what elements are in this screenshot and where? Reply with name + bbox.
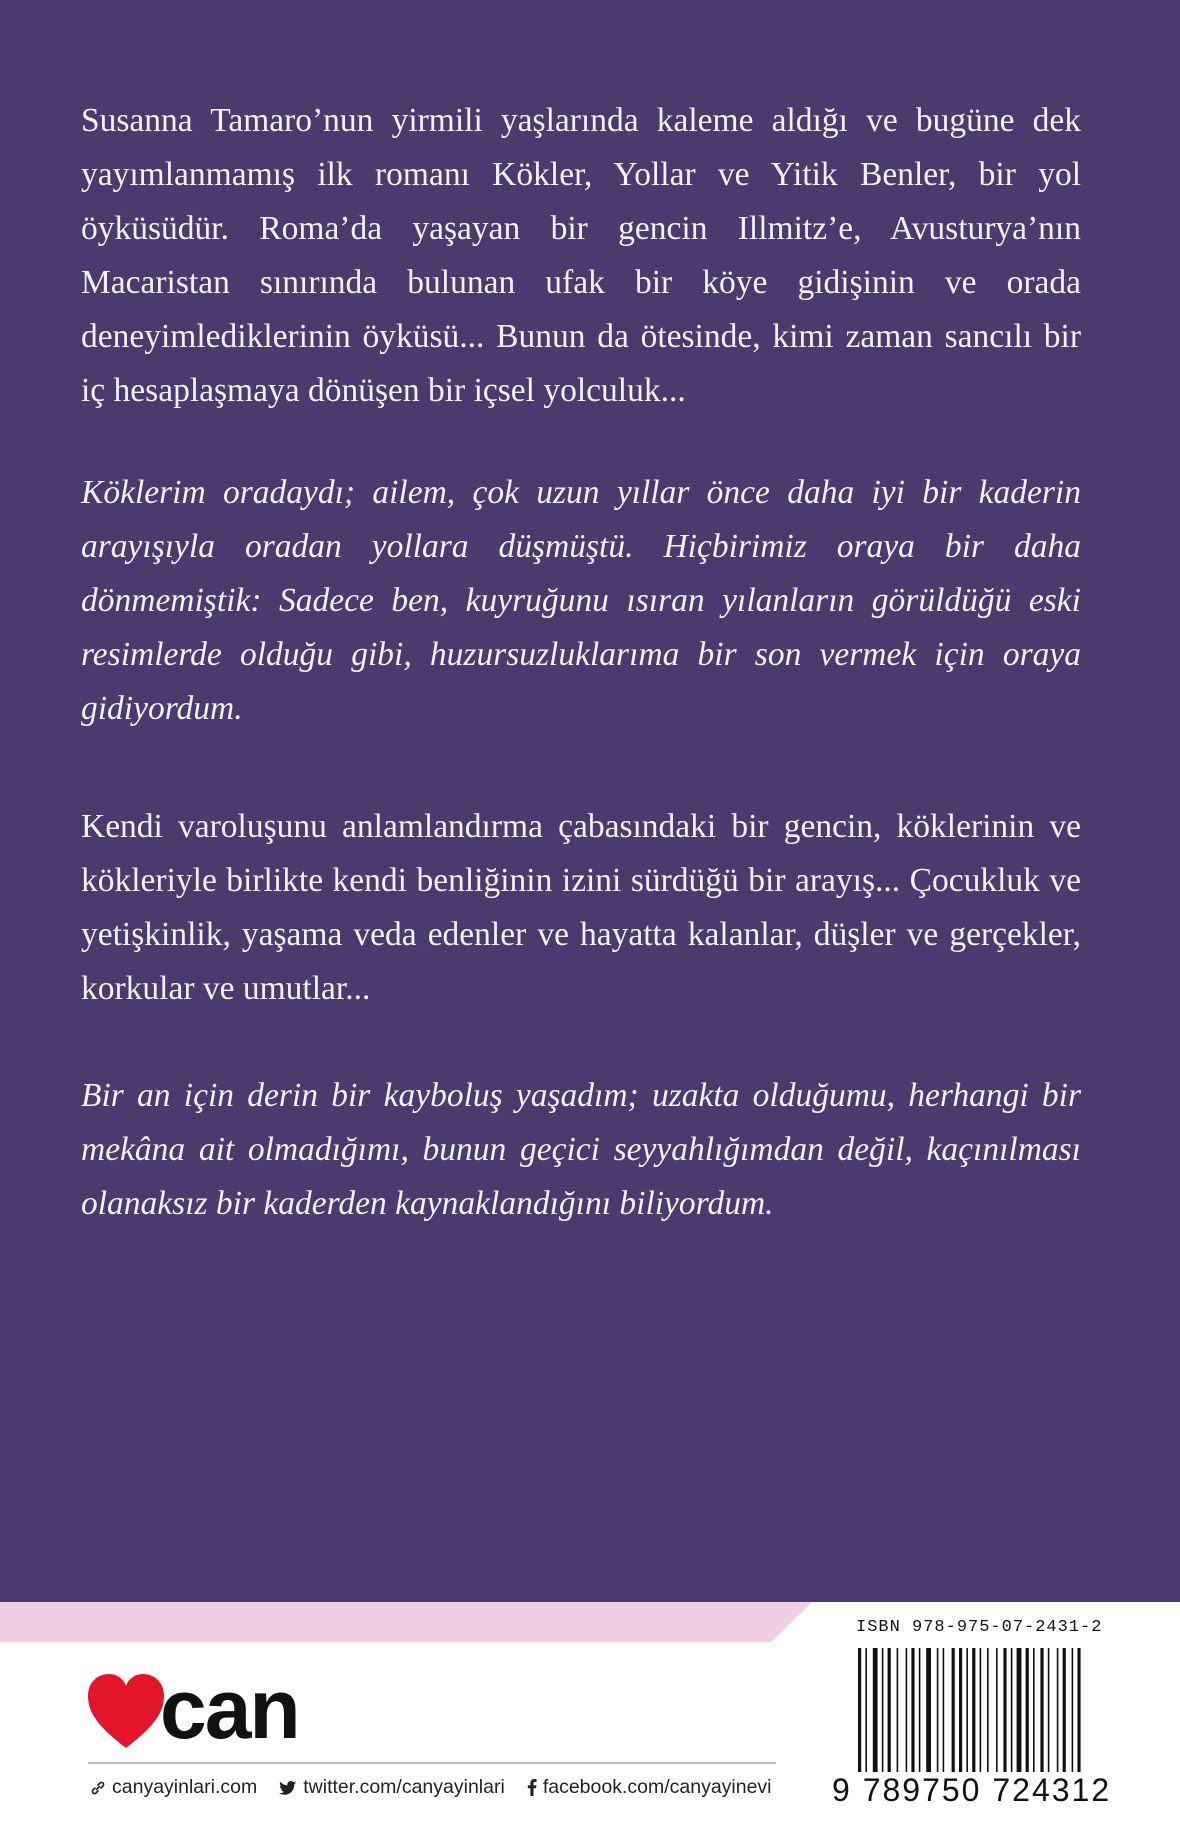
barcode-bar xyxy=(1077,1648,1080,1788)
blurb-text: Kendi varoluşunu anlamlandırma çabasındaki bir gencin, köklerinin ve kökleriyle birlikte kendi benliğinin izini sürdüğü bir arayış... Çocukluk ve yetişkinlik, yaşama veda edenler ve hayatta kalanlar, düşler ve gerçekler, korkular ve umutlar... xyxy=(81,808,1081,1007)
barcode-bar xyxy=(1017,1648,1022,1788)
footer-links xyxy=(90,1776,772,1799)
barcode-bar xyxy=(1072,1648,1074,1788)
barcode-bar xyxy=(1063,1648,1066,1788)
website-link[interactable] xyxy=(90,1776,257,1799)
barcode-bar xyxy=(1003,1648,1006,1788)
barcode-bar xyxy=(987,1648,989,1788)
website-text: canyayinlari.com xyxy=(112,1776,258,1798)
barcode-bar xyxy=(888,1648,891,1788)
footer-divider xyxy=(88,1762,776,1764)
barcode-bar xyxy=(996,1648,998,1788)
logo-wordmark: can xyxy=(160,1672,299,1752)
pink-band xyxy=(0,1602,812,1642)
twitter-icon xyxy=(279,1780,297,1796)
quote-paragraph-2 xyxy=(81,1069,1081,1231)
facebook-link[interactable] xyxy=(527,1776,772,1799)
barcode-bar xyxy=(966,1648,968,1788)
link-icon xyxy=(90,1780,106,1796)
barcode-bar xyxy=(906,1648,908,1788)
barcode-bar xyxy=(897,1648,899,1788)
publisher-logo xyxy=(88,1672,368,1752)
facebook-icon xyxy=(527,1779,537,1796)
barcode-bar xyxy=(919,1648,921,1788)
blurb-paragraph-2 xyxy=(81,800,1081,1016)
barcode-bar xyxy=(926,1648,931,1788)
barcode-bar xyxy=(882,1648,884,1788)
barcode-bar xyxy=(980,1648,982,1788)
blurb-text: Susanna Tamaro’nun yirmili yaşlarında kaleme aldığı ve bugüne dek yayımlanmamış ilk romanı Kökler, Yollar ve Yitik Benler, bir yol öyküsüdür. Roma’da yaşayan bir gencin Illmitz’e, Avusturya’nın Macaristan sınırında bulunan ufak bir köye gidişinin ve orada deneyimlediklerinin öyküsü... Bunun da ötesinde, kimi zaman sancılı bir iç hesaplaşmaya dönüşen bir içsel yolculuk... xyxy=(81,102,1081,409)
barcode-bar xyxy=(959,1648,962,1788)
twitter-link[interactable] xyxy=(279,1776,505,1799)
barcode-bar xyxy=(911,1648,914,1788)
facebook-text: facebook.com/canyayinevi xyxy=(542,1776,772,1798)
barcode-bar xyxy=(1011,1648,1013,1788)
barcode-bar xyxy=(1026,1648,1029,1788)
barcode-bar xyxy=(1057,1648,1059,1788)
barcode-bar xyxy=(937,1648,939,1788)
quote-paragraph-1 xyxy=(81,466,1081,736)
heart-icon xyxy=(88,1674,164,1748)
quote-text: Köklerim oradaydı; ailem, çok uzun yıllar önce daha iyi bir kaderin arayışıyla oradan yollara düşmüştü. Hiçbirimiz oraya bir daha dönmemiştik: Sadece ben, kuyruğunu ısıran yılanların görüldüğü eski resimlerde olduğu gibi, huzursuzluklarıma bir son vermek için oraya gidiyordum. xyxy=(81,474,1081,727)
quote-text: Bir an için derin bir kayboluş yaşadım; uzakta olduğumu, herhangi bir mekâna ait olmadığımı, bunun geçici seyyahlığımdan değil, kaçınılması olanaksız bir kaderden kaynaklandığını biliyordum. xyxy=(81,1077,1081,1222)
barcode-bar xyxy=(952,1648,955,1788)
isbn-digits: 9 789750 724312 xyxy=(832,1772,1112,1808)
barcode-bar xyxy=(1040,1648,1043,1788)
barcode-bar xyxy=(1033,1648,1035,1788)
blurb-paragraph-1 xyxy=(81,94,1081,418)
isbn-label: ISBN 978-975-07-2431-2 xyxy=(856,1618,1103,1637)
barcode-bar xyxy=(943,1648,945,1788)
twitter-text: twitter.com/canyayinlari xyxy=(303,1776,505,1798)
barcode-bar xyxy=(873,1648,878,1788)
barcode-bar xyxy=(1048,1648,1050,1788)
